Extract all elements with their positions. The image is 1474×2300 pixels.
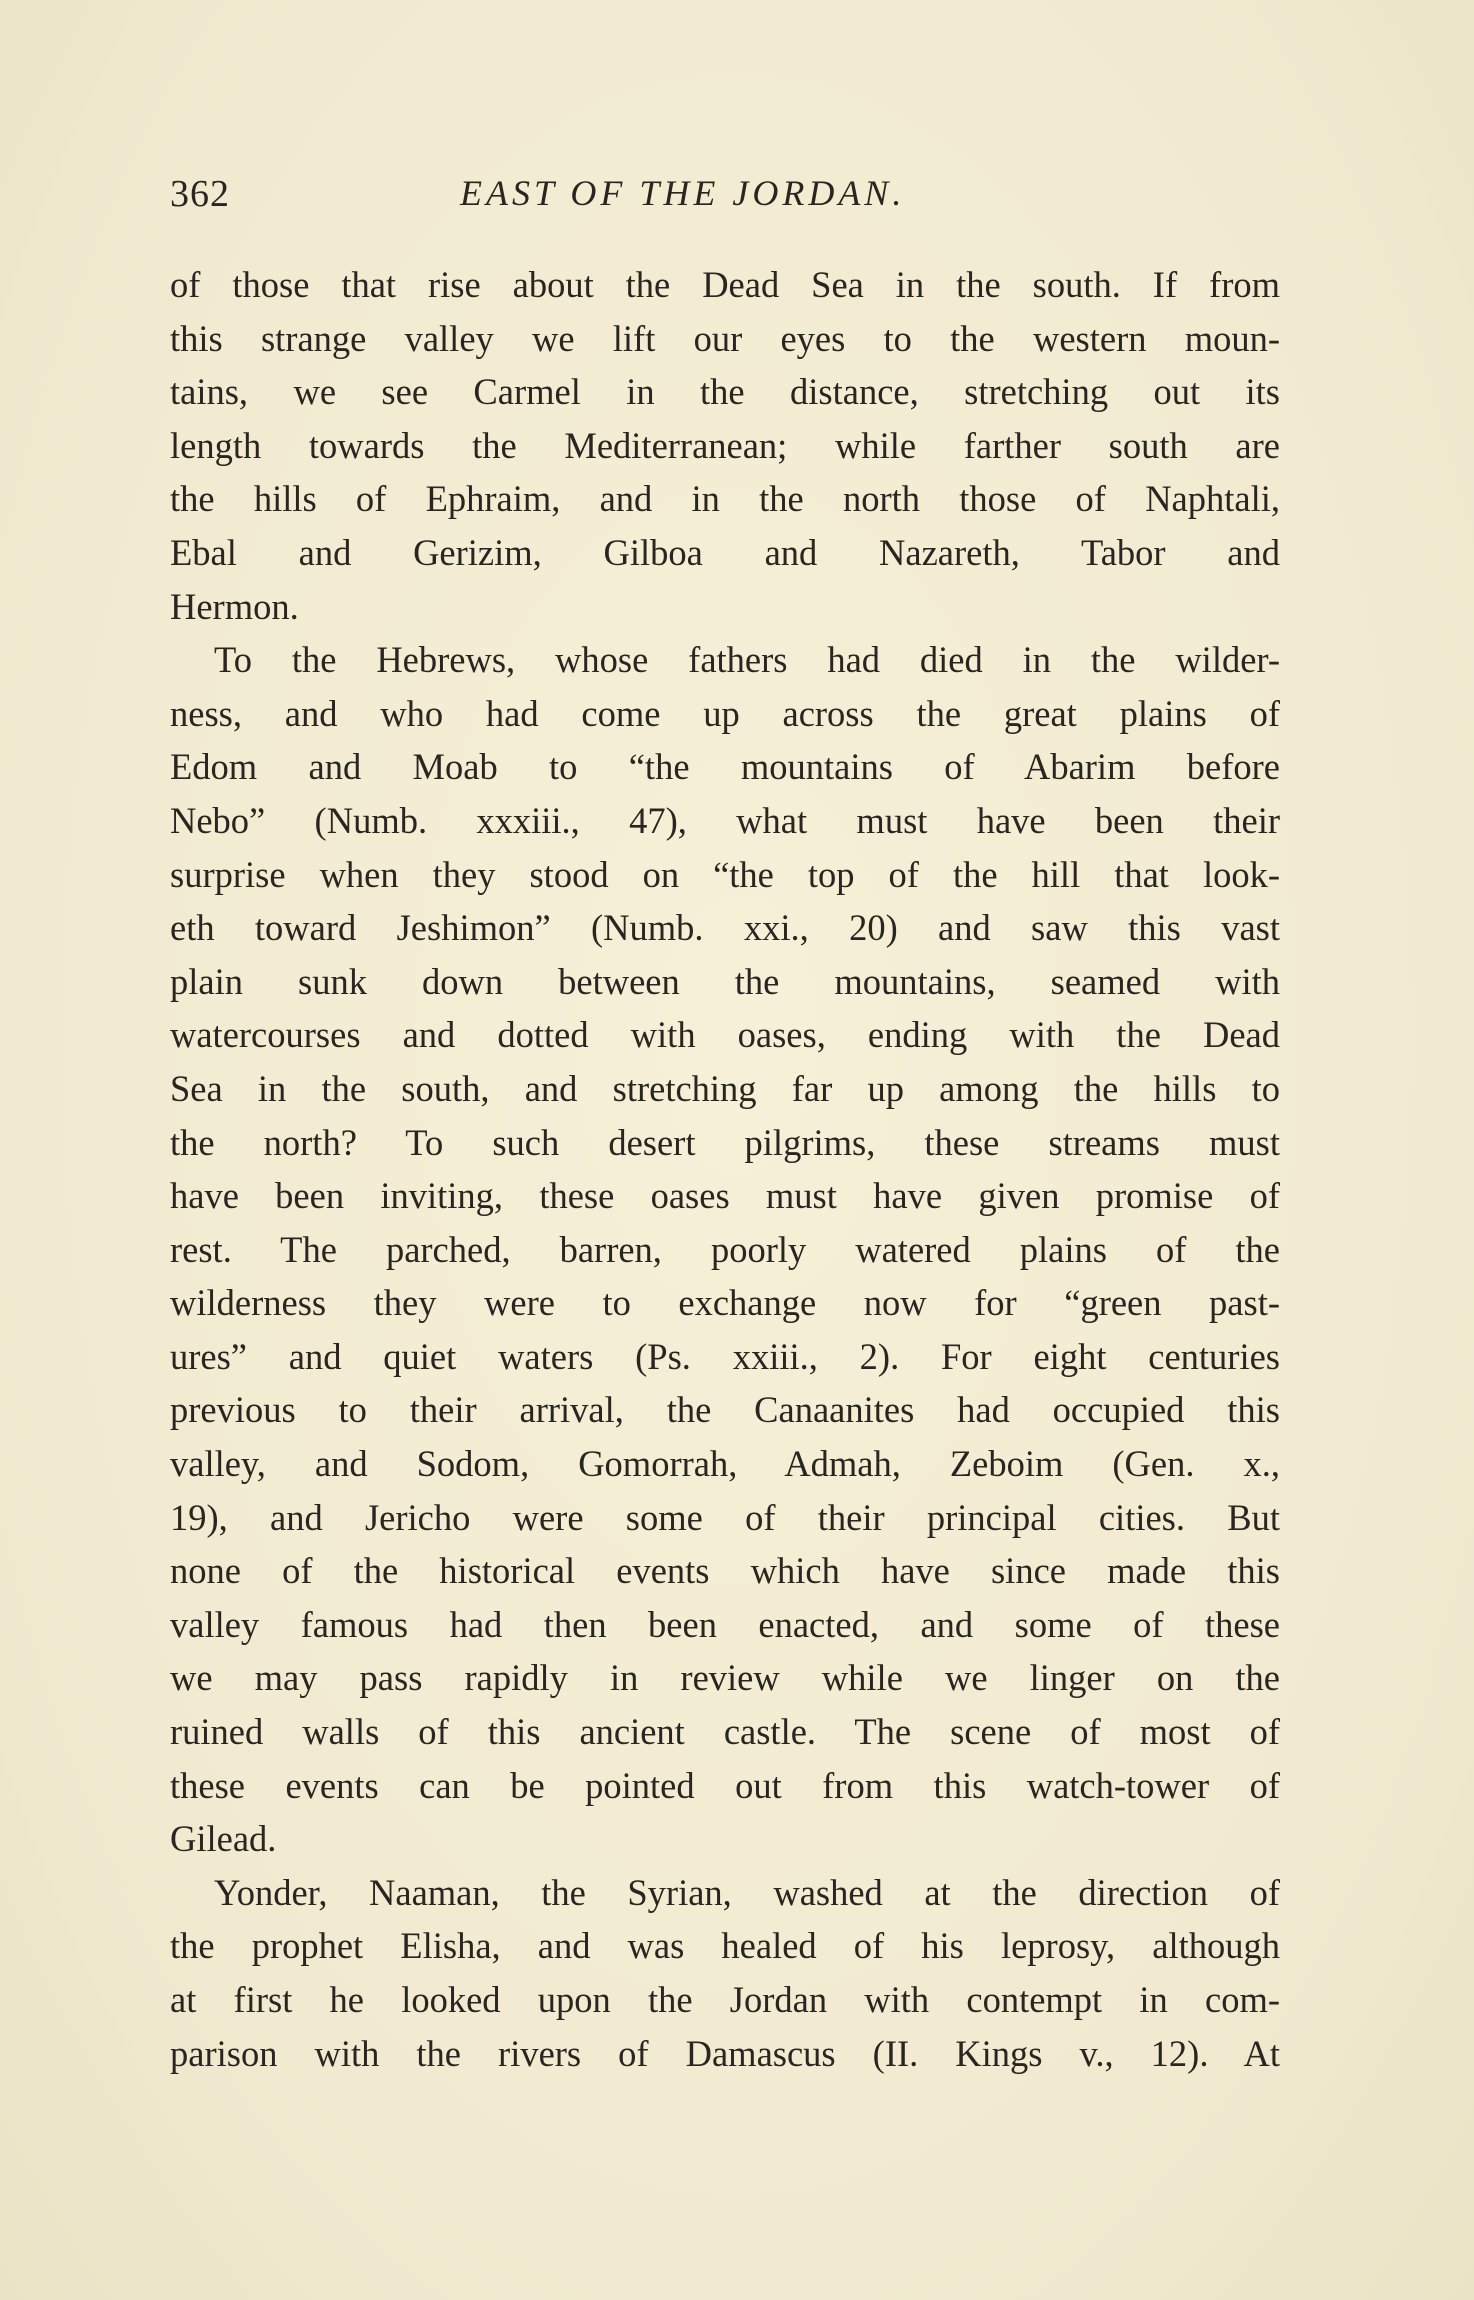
text-line: Yonder, Naaman, the Syrian, washed at the direction of	[214, 1871, 1280, 1913]
text-line: wilderness they were to exchange now for “green past-	[170, 1282, 1280, 1324]
body-text	[170, 258, 1280, 2080]
text-line: surprise when they stood on “the top of the hill that look-	[170, 853, 1280, 895]
text-line: previous to their arrival, the Canaanites had occupied this	[170, 1389, 1280, 1431]
text-line: of those that rise about the Dead Sea in the south. If from	[170, 264, 1280, 305]
text-line: rest. The parched, barren, poorly watered plains of the	[170, 1228, 1280, 1270]
text-line: To the Hebrews, whose fathers had died in the wilder-	[214, 639, 1280, 681]
text-line: watercourses and dotted with oases, ending with the Dead	[170, 1014, 1280, 1056]
text-line: this strange valley we lift our eyes to the western moun-	[170, 317, 1280, 359]
text-line: the hills of Ephraim, and in the north those of Naphtali,	[170, 478, 1280, 520]
text-line: Nebo” (Numb. xxxiii., 47), what must have been their	[170, 799, 1280, 841]
text-line: eth toward Jeshimon” (Numb. xxi., 20) and saw this vast	[170, 907, 1280, 949]
text-line: the prophet Elisha, and was healed of his leprosy, although	[170, 1925, 1280, 1967]
text-line: length towards the Mediterranean; while farther south are	[170, 424, 1280, 466]
text-line: ruined walls of this ancient castle. The scene of most of	[170, 1711, 1280, 1753]
text-line: valley famous had then been enacted, and some of these	[170, 1603, 1280, 1645]
text-line: ness, and who had come up across the great plains of	[170, 692, 1280, 734]
text-line: Edom and Moab to “the mountains of Abarim before	[170, 746, 1280, 788]
text-line: these events can be pointed out from this watch-tower of	[170, 1764, 1280, 1806]
page-number: 362	[170, 173, 230, 215]
page-header	[170, 172, 1280, 222]
text-line: the north? To such desert pilgrims, these streams must	[170, 1121, 1280, 1163]
text-line: have been inviting, these oases must have given promise of	[170, 1175, 1280, 1217]
text-line: tains, we see Carmel in the distance, stretching out its	[170, 371, 1280, 413]
text-line: Hermon.	[170, 585, 299, 627]
text-line: parison with the rivers of Damascus (II. Kings v., 12). At	[170, 2032, 1280, 2074]
running-title: EAST OF THE JORDAN.	[460, 173, 906, 213]
text-line: Gilead.	[170, 1818, 277, 1860]
text-line: Sea in the south, and stretching far up among the hills to	[170, 1067, 1280, 1109]
text-line: Ebal and Gerizim, Gilboa and Nazareth, Tabor and	[170, 531, 1280, 573]
text-line: ures” and quiet waters (Ps. xxiii., 2). For eight centuries	[170, 1335, 1280, 1377]
text-line: 19), and Jericho were some of their principal cities. But	[170, 1496, 1280, 1538]
text-line: we may pass rapidly in review while we linger on the	[170, 1657, 1280, 1699]
text-line: none of the historical events which have since made this	[170, 1550, 1280, 1592]
text-line: plain sunk down between the mountains, seamed with	[170, 960, 1280, 1002]
text-line: at first he looked upon the Jordan with contempt in com-	[170, 1979, 1280, 2020]
text-line: valley, and Sodom, Gomorrah, Admah, Zeboim (Gen. x.,	[170, 1443, 1280, 1485]
